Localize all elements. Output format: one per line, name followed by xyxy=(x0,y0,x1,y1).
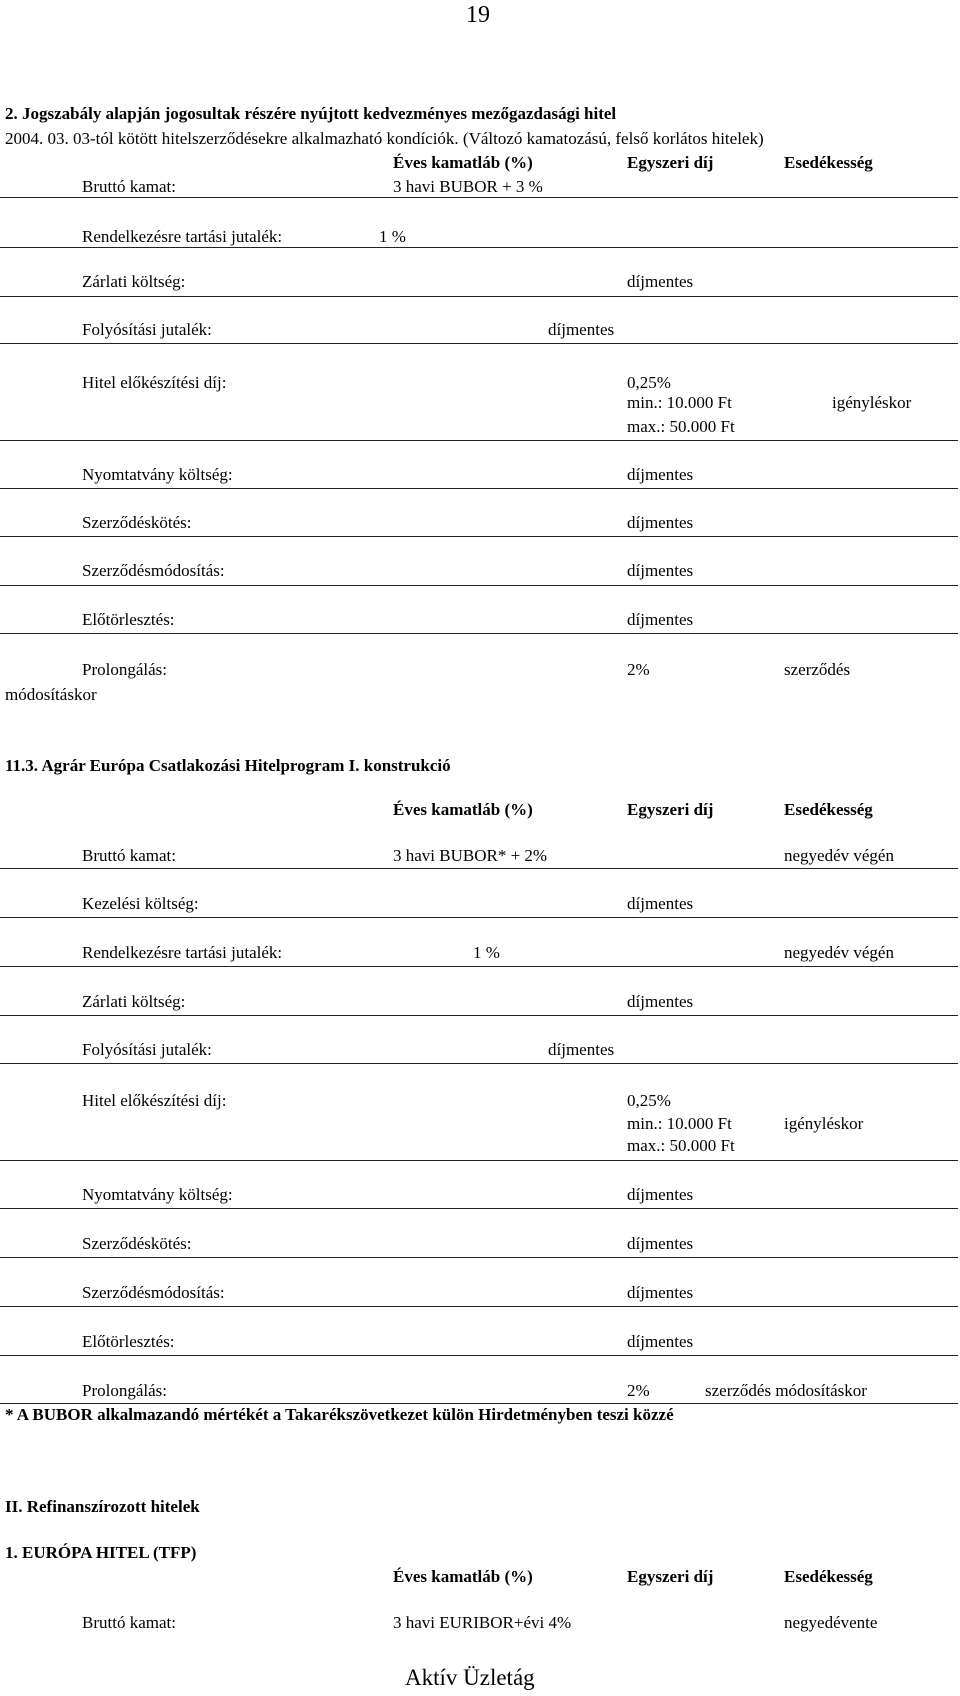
rendelkezes-value: 1 % xyxy=(473,943,500,962)
divider xyxy=(0,585,958,586)
elotorlesztes-label: Előtörlesztés: xyxy=(82,610,175,629)
prolongalas-label: Prolongálás: xyxy=(82,660,167,679)
nyomtatvany-value: díjmentes xyxy=(627,1185,694,1204)
divider xyxy=(0,296,958,297)
brutto-value: 3 havi BUBOR* + 2% xyxy=(393,846,548,865)
rendelkezes-value: 1 % xyxy=(379,227,406,246)
hitel-max: max.: 50.000 Ft xyxy=(627,1136,735,1155)
hitel-min: min.: 10.000 Ft xyxy=(627,393,732,412)
divider xyxy=(0,1355,958,1356)
prolongalas-value: 2% xyxy=(627,660,650,679)
rendelkezes-label: Rendelkezésre tartási jutalék: xyxy=(82,227,283,246)
divider xyxy=(0,1160,958,1161)
divider xyxy=(0,633,958,634)
hitel-due: igényléskor xyxy=(784,1114,864,1133)
hitel-min: min.: 10.000 Ft xyxy=(627,1114,732,1133)
nyomtatvany-value: díjmentes xyxy=(627,465,694,484)
section-1-subtitle: 2004. 03. 03-tól kötött hitelszerződésekre alkalmazható kondíciók. (Változó kamatozású, felső korlátos hitelek) xyxy=(5,129,764,148)
footnote: * A BUBOR alkalmazandó mértékét a Takarékszövetkezet külön Hirdetményben teszi közzé xyxy=(5,1405,674,1424)
folyositasi-label: Folyósítási jutalék: xyxy=(82,1040,212,1059)
rendelkezes-due: negyedév végén xyxy=(784,943,894,962)
szerzodesmod-label: Szerződésmódosítás: xyxy=(82,1283,225,1302)
header-fee: Egyszeri díj xyxy=(627,153,714,172)
header-rate: Éves kamatláb (%) xyxy=(393,153,533,172)
prolongalas-value: 2% xyxy=(627,1381,650,1400)
folyositasi-value: díjmentes xyxy=(548,1040,615,1059)
page-number: 19 xyxy=(466,2,490,28)
szerzodeskotes-label: Szerződéskötés: xyxy=(82,1234,192,1253)
szerzodeskotes-value: díjmentes xyxy=(627,513,694,532)
szerzodesmod-value: díjmentes xyxy=(627,1283,694,1302)
header-due: Esedékesség xyxy=(784,800,873,819)
header-due: Esedékesség xyxy=(784,153,873,172)
zarlati-value: díjmentes xyxy=(627,272,694,291)
section-3-title: II. Refinanszírozott hitelek xyxy=(5,1497,200,1516)
section-2-title: 11.3. Agrár Európa Csatlakozási Hitelprogram I. konstrukció xyxy=(5,756,451,775)
page-footer: Aktív Üzletág xyxy=(405,1665,535,1690)
zarlati-value: díjmentes xyxy=(627,992,694,1011)
divider xyxy=(0,1208,958,1209)
divider xyxy=(0,1403,958,1404)
divider xyxy=(0,1306,958,1307)
nyomtatvany-label: Nyomtatvány költség: xyxy=(82,465,233,484)
header-fee: Egyszeri díj xyxy=(627,1567,714,1586)
brutto-label: Bruttó kamat: xyxy=(82,1613,176,1632)
section-3-subtitle: 1. EURÓPA HITEL (TFP) xyxy=(5,1543,197,1562)
divider xyxy=(0,966,958,967)
szerzodesmod-label: Szerződésmódosítás: xyxy=(82,561,225,580)
prolongalas-label: Prolongálás: xyxy=(82,1381,167,1400)
section-1-title: 2. Jogszabály alapján jogosultak részére nyújtott kedvezményes mezőgazdasági hitel xyxy=(5,104,617,123)
brutto-label: Bruttó kamat: xyxy=(82,846,176,865)
szerzodeskotes-value: díjmentes xyxy=(627,1234,694,1253)
zarlati-label: Zárlati költség: xyxy=(82,992,186,1011)
folyositasi-value: díjmentes xyxy=(548,320,615,339)
prolongalas-due: szerződés xyxy=(784,660,851,679)
brutto-value: 3 havi EURIBOR+évi 4% xyxy=(393,1613,572,1632)
hitel-pct: 0,25% xyxy=(627,1091,671,1110)
divider xyxy=(0,488,958,489)
hitel-max: max.: 50.000 Ft xyxy=(627,417,735,436)
elotorlesztes-value: díjmentes xyxy=(627,610,694,629)
prolongalas-due-continued: módosításkor xyxy=(5,685,97,704)
folyositasi-label: Folyósítási jutalék: xyxy=(82,320,212,339)
brutto-value: 3 havi BUBOR + 3 % xyxy=(393,177,543,196)
kezelesi-value: díjmentes xyxy=(627,894,694,913)
divider xyxy=(0,1015,958,1016)
zarlati-label: Zárlati költség: xyxy=(82,272,186,291)
kezelesi-label: Kezelési költség: xyxy=(82,894,199,913)
brutto-due: negyedév végén xyxy=(784,846,894,865)
elotorlesztes-label: Előtörlesztés: xyxy=(82,1332,175,1351)
header-rate: Éves kamatláb (%) xyxy=(393,800,533,819)
header-fee: Egyszeri díj xyxy=(627,800,714,819)
prolongalas-due: szerződés módosításkor xyxy=(705,1381,867,1400)
divider xyxy=(0,343,958,344)
divider xyxy=(0,1257,958,1258)
hitel-label: Hitel előkészítési díj: xyxy=(82,1091,227,1110)
nyomtatvany-label: Nyomtatvány költség: xyxy=(82,1185,233,1204)
hitel-due: igényléskor xyxy=(832,393,912,412)
divider xyxy=(0,536,958,537)
divider xyxy=(0,247,958,248)
szerzodeskotes-label: Szerződéskötés: xyxy=(82,513,192,532)
brutto-label: Bruttó kamat: xyxy=(82,177,176,196)
divider xyxy=(0,868,958,869)
divider xyxy=(0,197,958,198)
divider xyxy=(0,917,958,918)
header-rate: Éves kamatláb (%) xyxy=(393,1567,533,1586)
divider xyxy=(0,1063,958,1064)
elotorlesztes-value: díjmentes xyxy=(627,1332,694,1351)
hitel-pct: 0,25% xyxy=(627,373,671,392)
brutto-due: negyedévente xyxy=(784,1613,878,1632)
header-due: Esedékesség xyxy=(784,1567,873,1586)
hitel-label: Hitel előkészítési díj: xyxy=(82,373,227,392)
szerzodesmod-value: díjmentes xyxy=(627,561,694,580)
rendelkezes-label: Rendelkezésre tartási jutalék: xyxy=(82,943,283,962)
divider xyxy=(0,440,958,441)
